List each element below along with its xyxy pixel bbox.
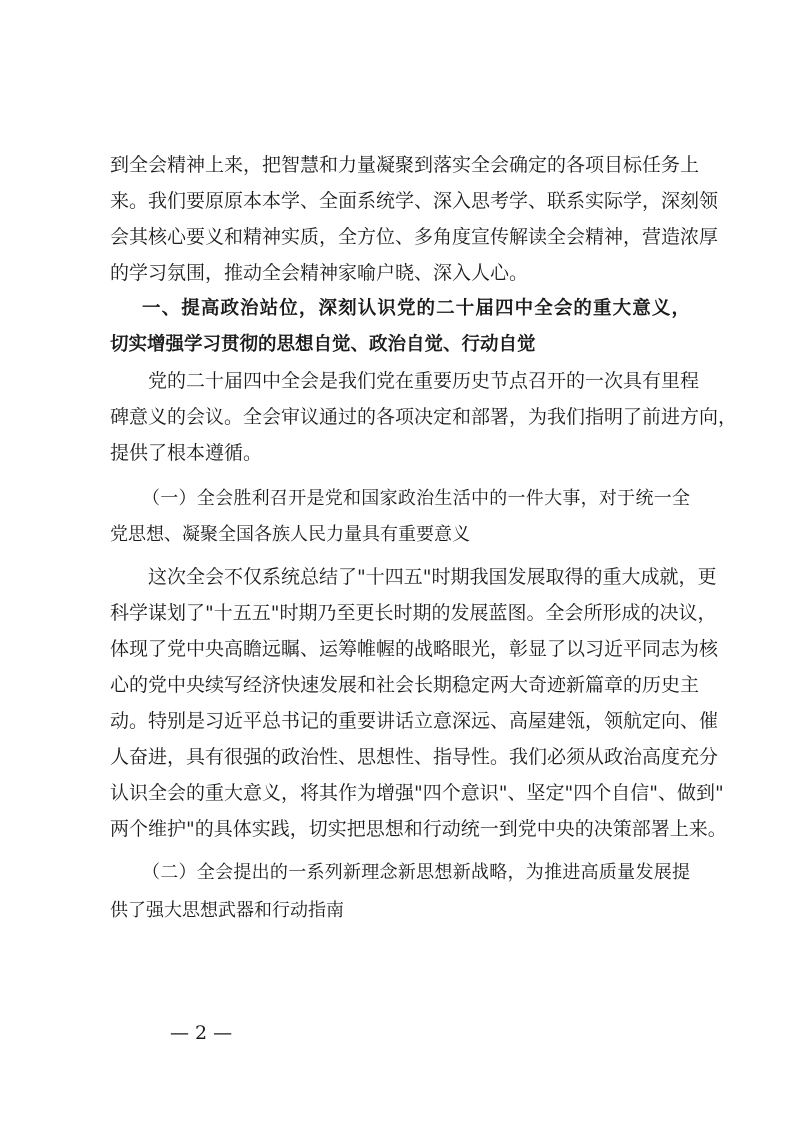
section-heading: 一、提高政治站位，深刻认识党的二十届四中全会的重大意义， (142, 298, 690, 319)
paragraph-line: 体现了党中央高瞻远瞩、运筹帷幄的战略眼光，彰显了以习近平同志为核 (110, 638, 719, 660)
subsection-heading: （一）全会胜利召开是党和国家政治生活中的一件大事，对于统一全 (142, 488, 690, 509)
paragraph-line: 心的党中央续写经济快速发展和社会长期稳定两大奇迹新篇章的历史主 (110, 674, 700, 696)
paragraph-line: 会其核心要义和精神实质，全方位、多角度宣传解读全会精神，营造浓厚 (110, 226, 719, 248)
page-number: — 2 — (170, 1022, 233, 1044)
subsection-heading: （二）全会提出的一系列新理念新思想新战略，为推进高质量发展提 (142, 862, 690, 883)
paragraph-line: 认识全会的重大意义，将其作为增强"四个意识"、坚定"四个自信"、做到" (110, 782, 724, 804)
subsection-heading: 党思想、凝聚全国各族人民力量具有重要意义 (110, 524, 470, 545)
paragraph-line: 科学谋划了"十五五"时期乃至更长时期的发展蓝图。全会所形成的决议， (110, 602, 717, 624)
paragraph-line: 到全会精神上来，把智慧和力量凝聚到落实全会确定的各项目标任务上 (110, 154, 700, 176)
paragraph-line: 党的二十届四中全会是我们党在重要历史节点召开的一次具有里程 (148, 370, 700, 392)
paragraph-line: 的学习氛围，推动全会精神家喻户晓、深入人心。 (110, 262, 529, 284)
section-heading: 切实增强学习贯彻的思想自觉、政治自觉、行动自觉 (110, 334, 536, 355)
paragraph-line: 动。特别是习近平总书记的重要讲话立意深远、高屋建瓴，领航定向、催 (110, 710, 719, 732)
paragraph-line: 来。我们要原原本本学、全面系统学、深入思考学、联系实际学，深刻领 (110, 190, 719, 212)
subsection-heading: 供了强大思想武器和行动指南 (110, 900, 344, 921)
paragraph-line: 碑意义的会议。全会审议通过的各项决定和部署，为我们指明了前进方向， (110, 406, 738, 428)
paragraph-line: 两个维护"的具体实践，切实把思想和行动统一到党中央的决策部署上来。 (110, 818, 727, 840)
paragraph-line: 提供了根本遵循。 (110, 442, 263, 464)
paragraph-line: 人奋进，具有很强的政治性、思想性、指导性。我们必须从政治高度充分 (110, 746, 719, 768)
paragraph-line: 这次全会不仅系统总结了"十四五"时期我国发展取得的重大成就，更 (148, 566, 717, 588)
